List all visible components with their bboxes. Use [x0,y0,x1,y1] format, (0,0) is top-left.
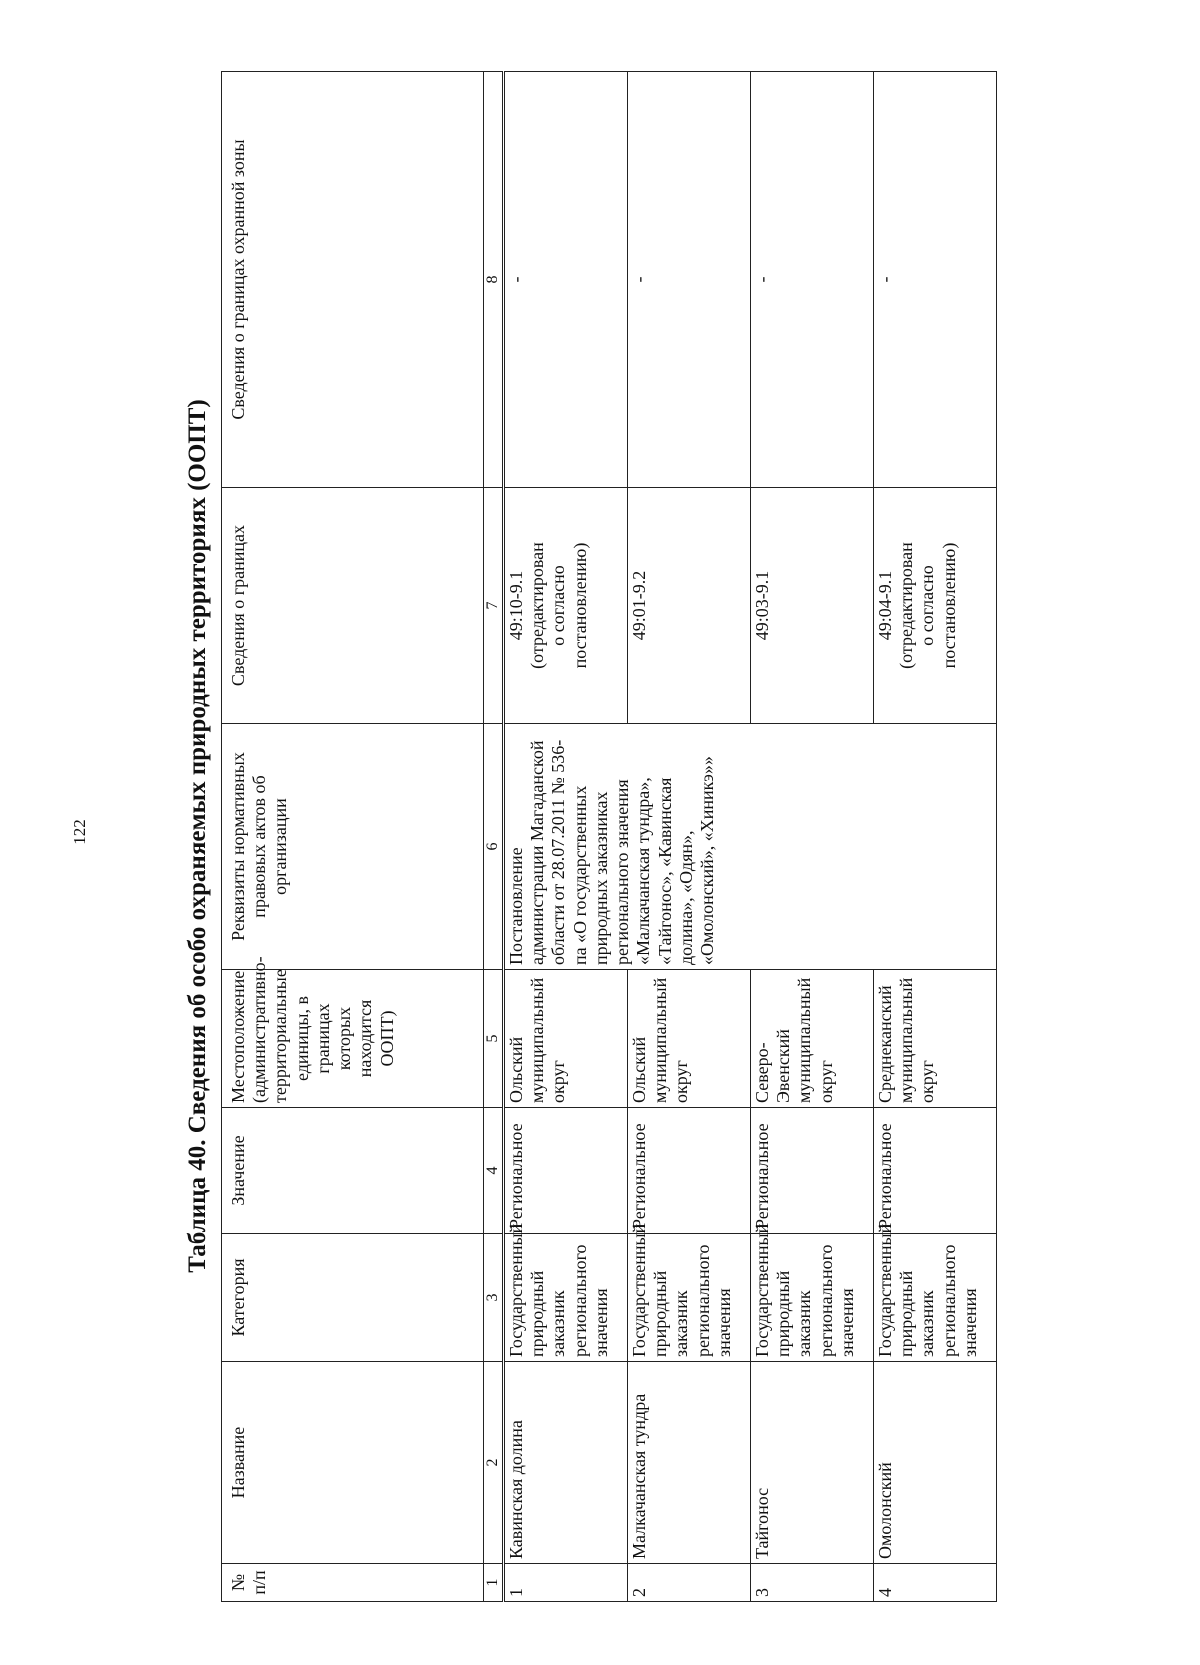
zone-boundaries: - [751,72,874,488]
table-row [504,72,628,1602]
area-boundaries: 49:04-9.1 (отредактирован о согласно постановлению) [874,488,997,724]
page-number: 122 [70,819,89,845]
header-row [222,72,484,1602]
header-number: № п/п [222,1564,484,1602]
header-legal-act: Реквизиты нормативных правовых актов об организации [222,724,484,970]
area-significance: Региональное [628,1108,751,1234]
area-location: Северо-Эвенский муниципальный округ [751,970,874,1108]
column-number-row [484,72,504,1602]
area-significance: Региональное [751,1108,874,1234]
area-location: Среднеканский муниципальный округ [874,970,997,1108]
area-name: Омолонский [874,1362,997,1564]
header-location: Местоположение (административно-территориальные единицы, в границах которых находится ООПТ) [222,970,484,1108]
column-number: 5 [484,970,504,1108]
zone-boundaries: - [874,72,997,488]
header-boundaries: Сведения о границах [222,488,484,724]
column-number: 1 [484,1564,504,1602]
row-number: 2 [628,1564,751,1602]
area-name: Тайгонос [751,1362,874,1564]
protected-areas-table [221,71,997,1602]
area-name: Кавинская долина [504,1362,628,1564]
column-number: 4 [484,1108,504,1234]
area-location: Ольский муниципальный округ [628,970,751,1108]
zone-boundaries: - [628,72,751,488]
area-category: Государственный природный заказник регионального значения [874,1234,997,1362]
column-number: 2 [484,1362,504,1564]
row-number: 1 [504,1564,628,1602]
zone-boundaries: - [504,72,628,488]
header-significance: Значение [222,1108,484,1234]
column-number: 3 [484,1234,504,1362]
header-name: Название [222,1362,484,1564]
legal-act-cell: Постановление администрации Магаданской области от 28.07.2011 № 536-па «О государственных природных заказниках регионального значения «Малкачанская тундра», «Тайгонос», «Кавинская долина», «Одян», «Омолонский», «Хиникэ»» [504,724,997,970]
column-number: 8 [484,72,504,488]
area-boundaries: 49:03-9.1 [751,488,874,724]
row-number: 4 [874,1564,997,1602]
column-number: 7 [484,488,504,724]
header-zone: Сведения о границах охранной зоны [222,72,484,488]
area-location: Ольский муниципальный округ [504,970,628,1108]
rotated-page-content [175,64,1015,1608]
area-significance: Региональное [504,1108,628,1234]
area-name: Малкачанская тундра [628,1362,751,1564]
row-number: 3 [751,1564,874,1602]
area-category: Государственный природный заказник регионального значения [751,1234,874,1362]
header-category: Категория [222,1234,484,1362]
area-boundaries: 49:01-9.2 [628,488,751,724]
area-category: Государственный природный заказник регионального значения [504,1234,628,1362]
column-number: 6 [484,724,504,970]
table-title: Таблица 40. Сведения об особо охраняемых природных территориях (ООПТ) [184,399,211,1273]
area-significance: Региональное [874,1108,997,1234]
area-boundaries: 49:10-9.1 (отредактирован о согласно постановлению) [504,488,628,724]
area-category: Государственный природный заказник регионального значения [628,1234,751,1362]
